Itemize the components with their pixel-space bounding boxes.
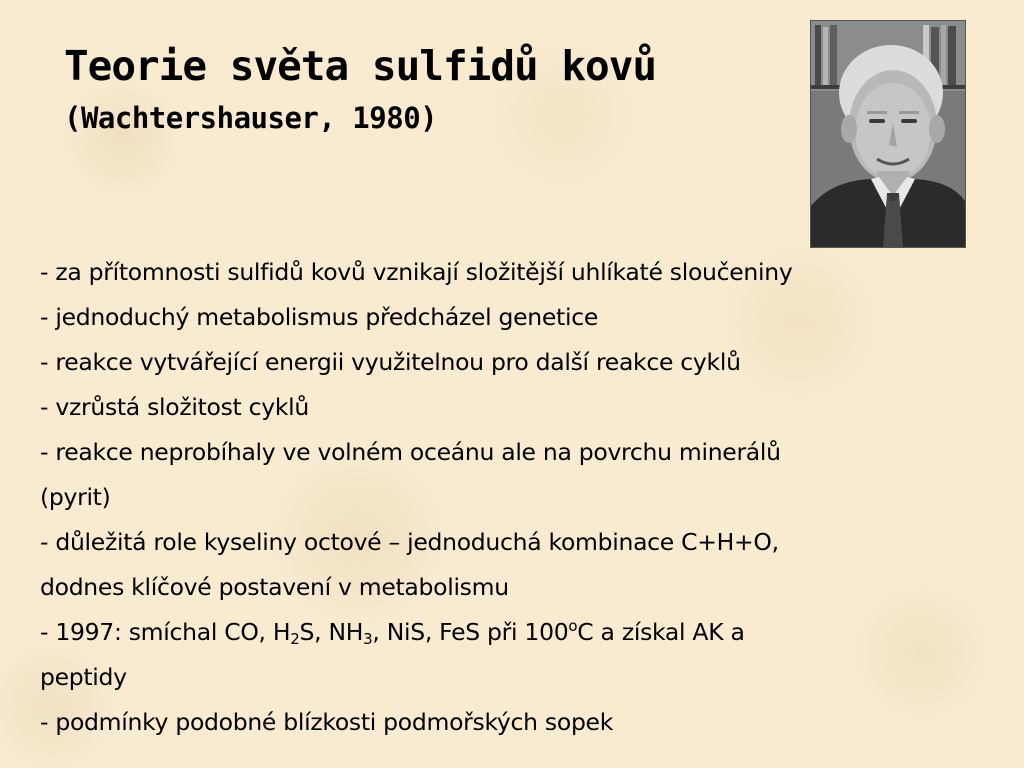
bullet-text: S, NH <box>299 618 364 646</box>
bullet-item <box>40 430 1015 520</box>
subscript: 2 <box>290 630 300 648</box>
bullet-text-continued: (pyrit) <box>40 483 111 511</box>
bullet-item <box>40 520 1015 610</box>
bullet-text: - reakce neprobíhaly ve volném oceánu ale na povrchu minerálů <box>40 438 781 466</box>
bullet-text: C a získal AK a <box>577 618 745 646</box>
bullet-text-continued: dodnes klíčové postavení v metabolismu <box>40 573 509 601</box>
bullet-item: - za přítomnosti sulfidů kovů vznikají složitější uhlíkaté sloučeniny <box>40 258 793 286</box>
slide-subtitle: (Wachtershauser, 1980) <box>64 101 438 135</box>
slide-title: Teorie světa sulfidů kovů <box>64 42 657 90</box>
bullet-text: - 1997: smíchal CO, H <box>40 618 291 646</box>
superscript-degree: o <box>568 617 578 635</box>
bullet-item: - reakce vytvářející energii využitelnou pro další reakce cyklů <box>40 348 741 376</box>
bullet-item <box>40 610 1015 700</box>
bullet-item: - vzrůstá složitost cyklů <box>40 393 309 421</box>
portrait-photo <box>810 20 966 248</box>
title-block <box>64 40 784 138</box>
portrait-photo-icon <box>811 21 965 247</box>
bullet-text-continued: peptidy <box>40 663 127 691</box>
bullet-text: - důležitá role kyseliny octové – jednoduchá kombinace C+H+O, <box>40 528 779 556</box>
subscript: 3 <box>363 630 373 648</box>
bullet-text: , NiS, FeS při 100 <box>372 618 569 646</box>
bullet-item: - podmínky podobné blízkosti podmořských sopek <box>40 708 614 736</box>
bullet-list <box>40 250 1015 745</box>
bullet-item: - jednoduchý metabolismus předcházel genetice <box>40 303 598 331</box>
